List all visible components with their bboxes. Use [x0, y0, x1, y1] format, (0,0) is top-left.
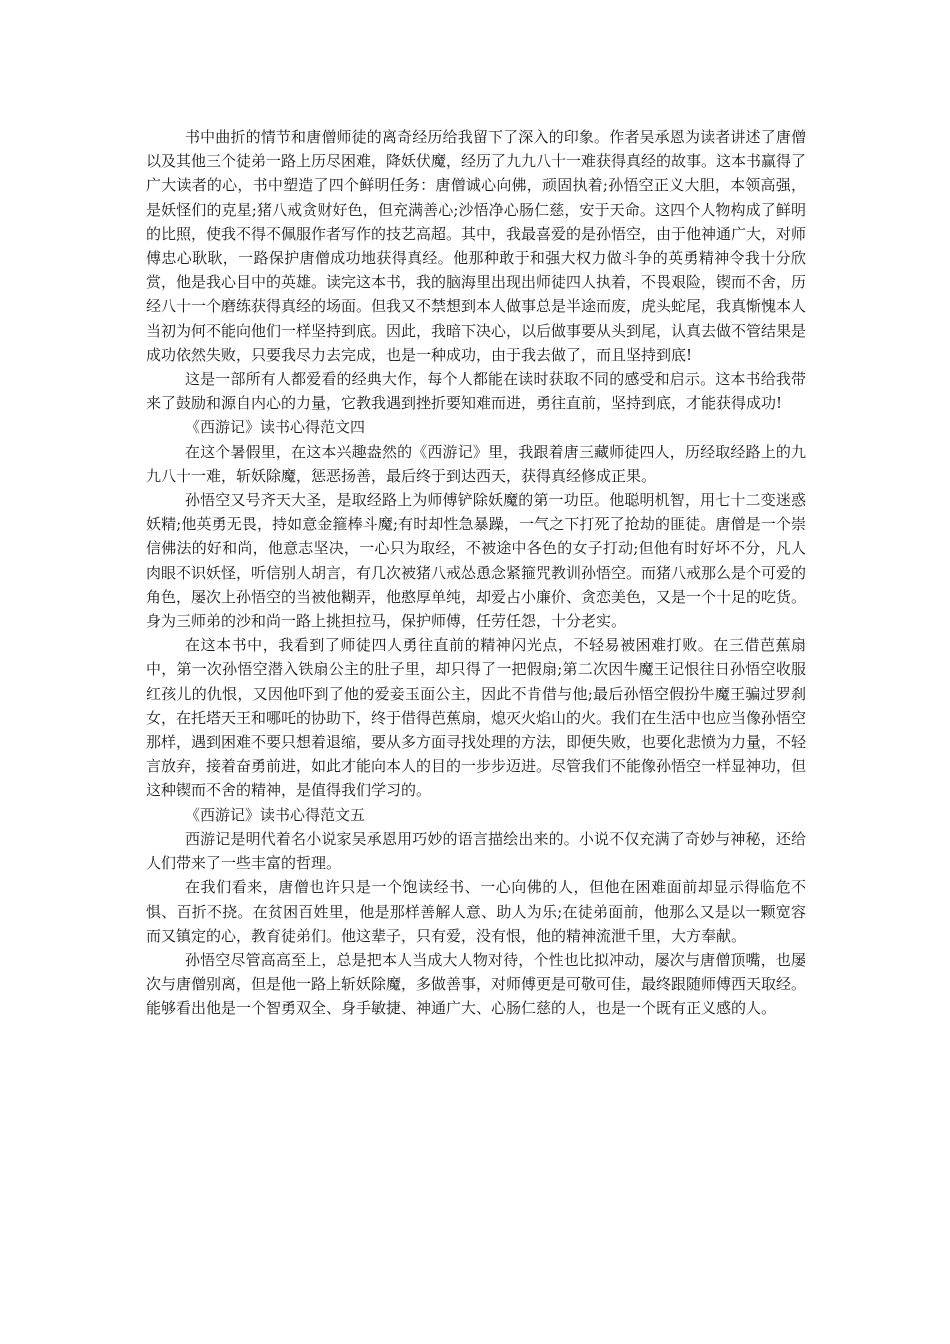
paragraph: 书中曲折的情节和唐僧师徒的离奇经历给我留下了深入的印象。作者吴承恩为读者讲述了唐僧以及其他三个徒弟一路上历尽困难，降妖伏魔，经历了九九八十一难获得真经的故事。这本书赢得了广大读者的心，书中塑造了四个鲜明任务：唐僧诚心向佛，顽固执着;孙悟空正义大胆，本领高强，是妖怪们的克星;猪八戒贪财好色，但充满善心;沙悟净心肠仁慈，安于天命。这四个人物构成了鲜明的比照，使我不得不佩服作者写作的技艺高超。其中，我最喜爱的是孙悟空，由于他神通广大，对师傅忠心耿耿，一路保护唐僧成功地获得真经。他那种敢于和强大权力做斗争的英勇精神令我十分欣赏，他是我心目中的英雄。读完这本书，我的脑海里出现出师徒四人执着，不畏艰险，锲而不舍，历经八十一个磨练获得真经的场面。但我又不禁想到本人做事总是半途而废，虎头蛇尾，我真惭愧本人当初为何不能向他们一样坚持到底。因此，我暗下决心，以后做事要从头到尾，认真去做不管结果是成功依然失败，只要我尽力去完成，也是一种成功，由于我去做了，而且坚持到底! [146, 128, 807, 364]
paragraph: 在这本书中，我看到了师徒四人勇往直前的精神闪光点，不轻易被困难打败。在三借芭蕉扇中，第一次孙悟空潜入铁扇公主的肚子里，却只得了一把假扇;第二次因牛魔王记恨往日孙悟空收服红孩儿的仇恨，又因他吓到了他的爱妾玉面公主，因此不肯借与他;最后孙悟空假扮牛魔王骗过罗刹女，在托塔天王和哪吒的协助下，终于借得芭蕉扇，熄灭火焰山的火。我们在生活中也应当像孙悟空那样，遇到困难不要只想着退缩，要从多方面寻找处理的方法，即便失败，也要化悲愤为力量，不轻言放弃，接着奋勇前进，如此才能向本人的目的一步步迈进。尽管我们不能像孙悟空一样显神功，但这种锲而不舍的精神，是值得我们学习的。 [146, 636, 807, 800]
paragraph: 在这个暑假里，在这本兴趣盎然的《西游记》里，我跟着唐三藏师徒四人，历经取经路上的九九八十一难，斩妖除魔，惩恶扬善，最后终于到达西天，获得真经修成正果。 [146, 442, 806, 485]
paragraph: 孙悟空又号齐天大圣，是取经路上为师傅铲除妖魔的第一功臣。他聪明机智，用七十二变迷惑妖精;他英勇无畏，持如意金箍棒斗魔;有时却性急暴躁，一气之下打死了抢劫的匪徒。唐僧是一个崇信佛法的好和尚，他意志坚决，一心只为取经，不被途中各色的女子打动;但他有时好坏不分，凡人肉眼不识妖怪，听信别人胡言，有几次被猪八戒怂恿念紧箍咒教训孙悟空。而猪八戒那么是个可爱的角色，屡次上孙悟空的当被他糊弄，他憨厚单纯，却爱占小廉价、贪恋美色，又是一个十足的吃货。身为三师弟的沙和尚一路上挑担拉马，保护师傅，任劳任怨，十分老实。 [146, 491, 807, 631]
section-heading: 《西游记》读书心得范文五 [185, 805, 366, 824]
document-body [146, 125, 806, 1021]
paragraph: 这是一部所有人都爱看的经典大作，每个人都能在读时获取不同的感受和启示。这本书给我带来了鼓励和源自内心的力量，它教我遇到挫折要知难而进，勇往直前，坚持到底，才能获得成功! [146, 370, 806, 413]
paragraph: 在我们看来，唐僧也许只是一个饱读经书、一心向佛的人，但他在困难面前却显示得临危不惧、百折不挠。在贫困百姓里，他是那样善解人意、助人为乐;在徒弟面前，他那么又是以一颗宽容而又镇定的心，教育徒弟们。他这辈子，只有爱，没有恨，他的精神流泄千里，大方奉献。 [146, 878, 806, 945]
paragraph: 西游记是明代着名小说家吴承恩用巧妙的语言描绘出来的。小说不仅充满了奇妙与神秘，还给人们带来了一些丰富的哲理。 [146, 829, 806, 873]
paragraph: 孙悟空尽管高高至上，总是把本人当成大人物对待，个性也比拟冲动，屡次与唐僧顶嘴，也屡次与唐僧别离，但是他一路上斩妖除魔，多做善事，对师傅更是可敬可佳，最终跟随师傅西天取经。能够看出他是一个智勇双全、身手敏捷、神通广大、心肠仁慈的人，也是一个既有正义感的人。 [146, 950, 807, 1018]
section-heading: 《西游记》读书心得范文四 [185, 418, 366, 437]
